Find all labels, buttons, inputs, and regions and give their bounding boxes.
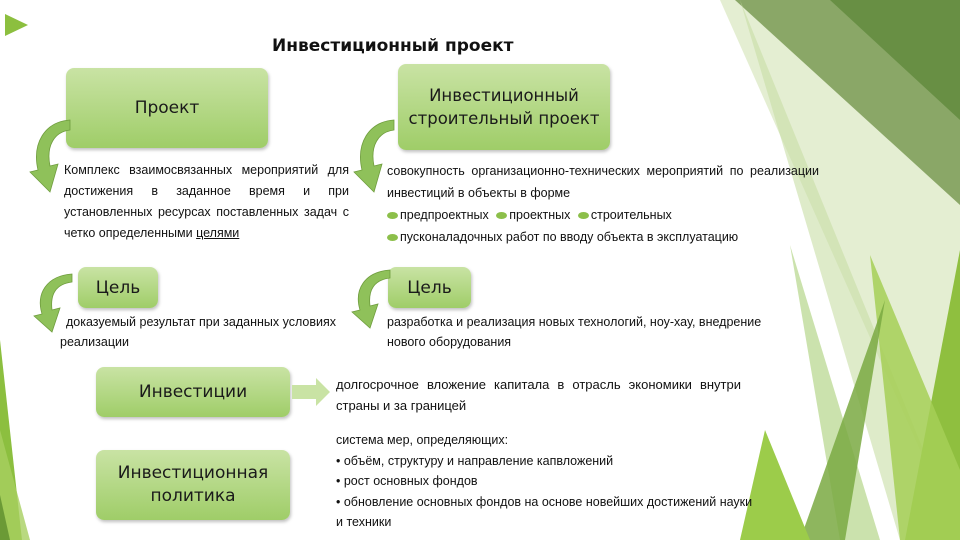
list-item: предпроектных: [400, 208, 489, 222]
investments-box-label: Инвестиции: [138, 382, 248, 402]
construction-project-box: [398, 64, 610, 150]
investment-policy-box-label: Инвестиционная политика: [117, 463, 269, 506]
policy-intro: система мер, определяющих:: [336, 433, 509, 447]
bullet-icon: [578, 212, 589, 219]
goal-description-left: доказуемый результат при заданных условиях реализации: [60, 315, 336, 349]
investments-box: [96, 367, 290, 417]
list-item: проектных: [509, 208, 571, 222]
investment-policy-description: [336, 430, 756, 533]
project-description: [64, 160, 349, 244]
construction-project-description: [387, 160, 819, 248]
list-item: • объём, структуру и направление капвложений: [336, 453, 614, 468]
goal-box-left-label: Цель: [95, 277, 141, 298]
goal-box-left: [78, 267, 158, 308]
page-title: Инвестиционный проект: [272, 36, 514, 56]
goals-link[interactable]: целями: [196, 226, 240, 240]
project-box: [66, 68, 268, 148]
construction-stages-list-2: [387, 226, 819, 248]
construction-stages-list: [387, 204, 819, 226]
arrow-right-icon: [292, 378, 330, 406]
bullet-triangle-icon: [5, 14, 28, 36]
investments-description: долгосрочное вложение капитала в отрасль экономики внутри страны и за границей: [336, 377, 741, 413]
investment-policy-box: [96, 450, 290, 520]
list-item: • обновление основных фондов на основе новейших достижений науки и техники: [336, 494, 753, 529]
list-item: • рост основных фондов: [336, 474, 478, 488]
bullet-icon: [387, 212, 398, 219]
project-description-text: Комплекс взаимосвязанных мероприятий для достижения в заданное время и при установленных ресурсах поставленных задач с четко определенными: [64, 163, 349, 240]
bullet-icon: [496, 212, 507, 219]
goal-box-right: [388, 267, 471, 308]
construction-project-box-label: Инвестиционный строительный проект: [408, 86, 600, 128]
goal-description-right: разработка и реализация новых технологий, ноу-хау, внедрение нового оборудования: [387, 315, 762, 349]
bullet-icon: [387, 234, 398, 241]
construction-project-description-text: совокупность организационно-технических мероприятий по реализации инвестиций в объекты в форме: [387, 164, 819, 200]
project-box-label: Проект: [134, 98, 200, 118]
list-item: пусконаладочных работ по вводу объекта в эксплуатацию: [400, 230, 739, 244]
goal-box-right-label: Цель: [407, 277, 452, 298]
list-item: строительных: [590, 208, 672, 222]
